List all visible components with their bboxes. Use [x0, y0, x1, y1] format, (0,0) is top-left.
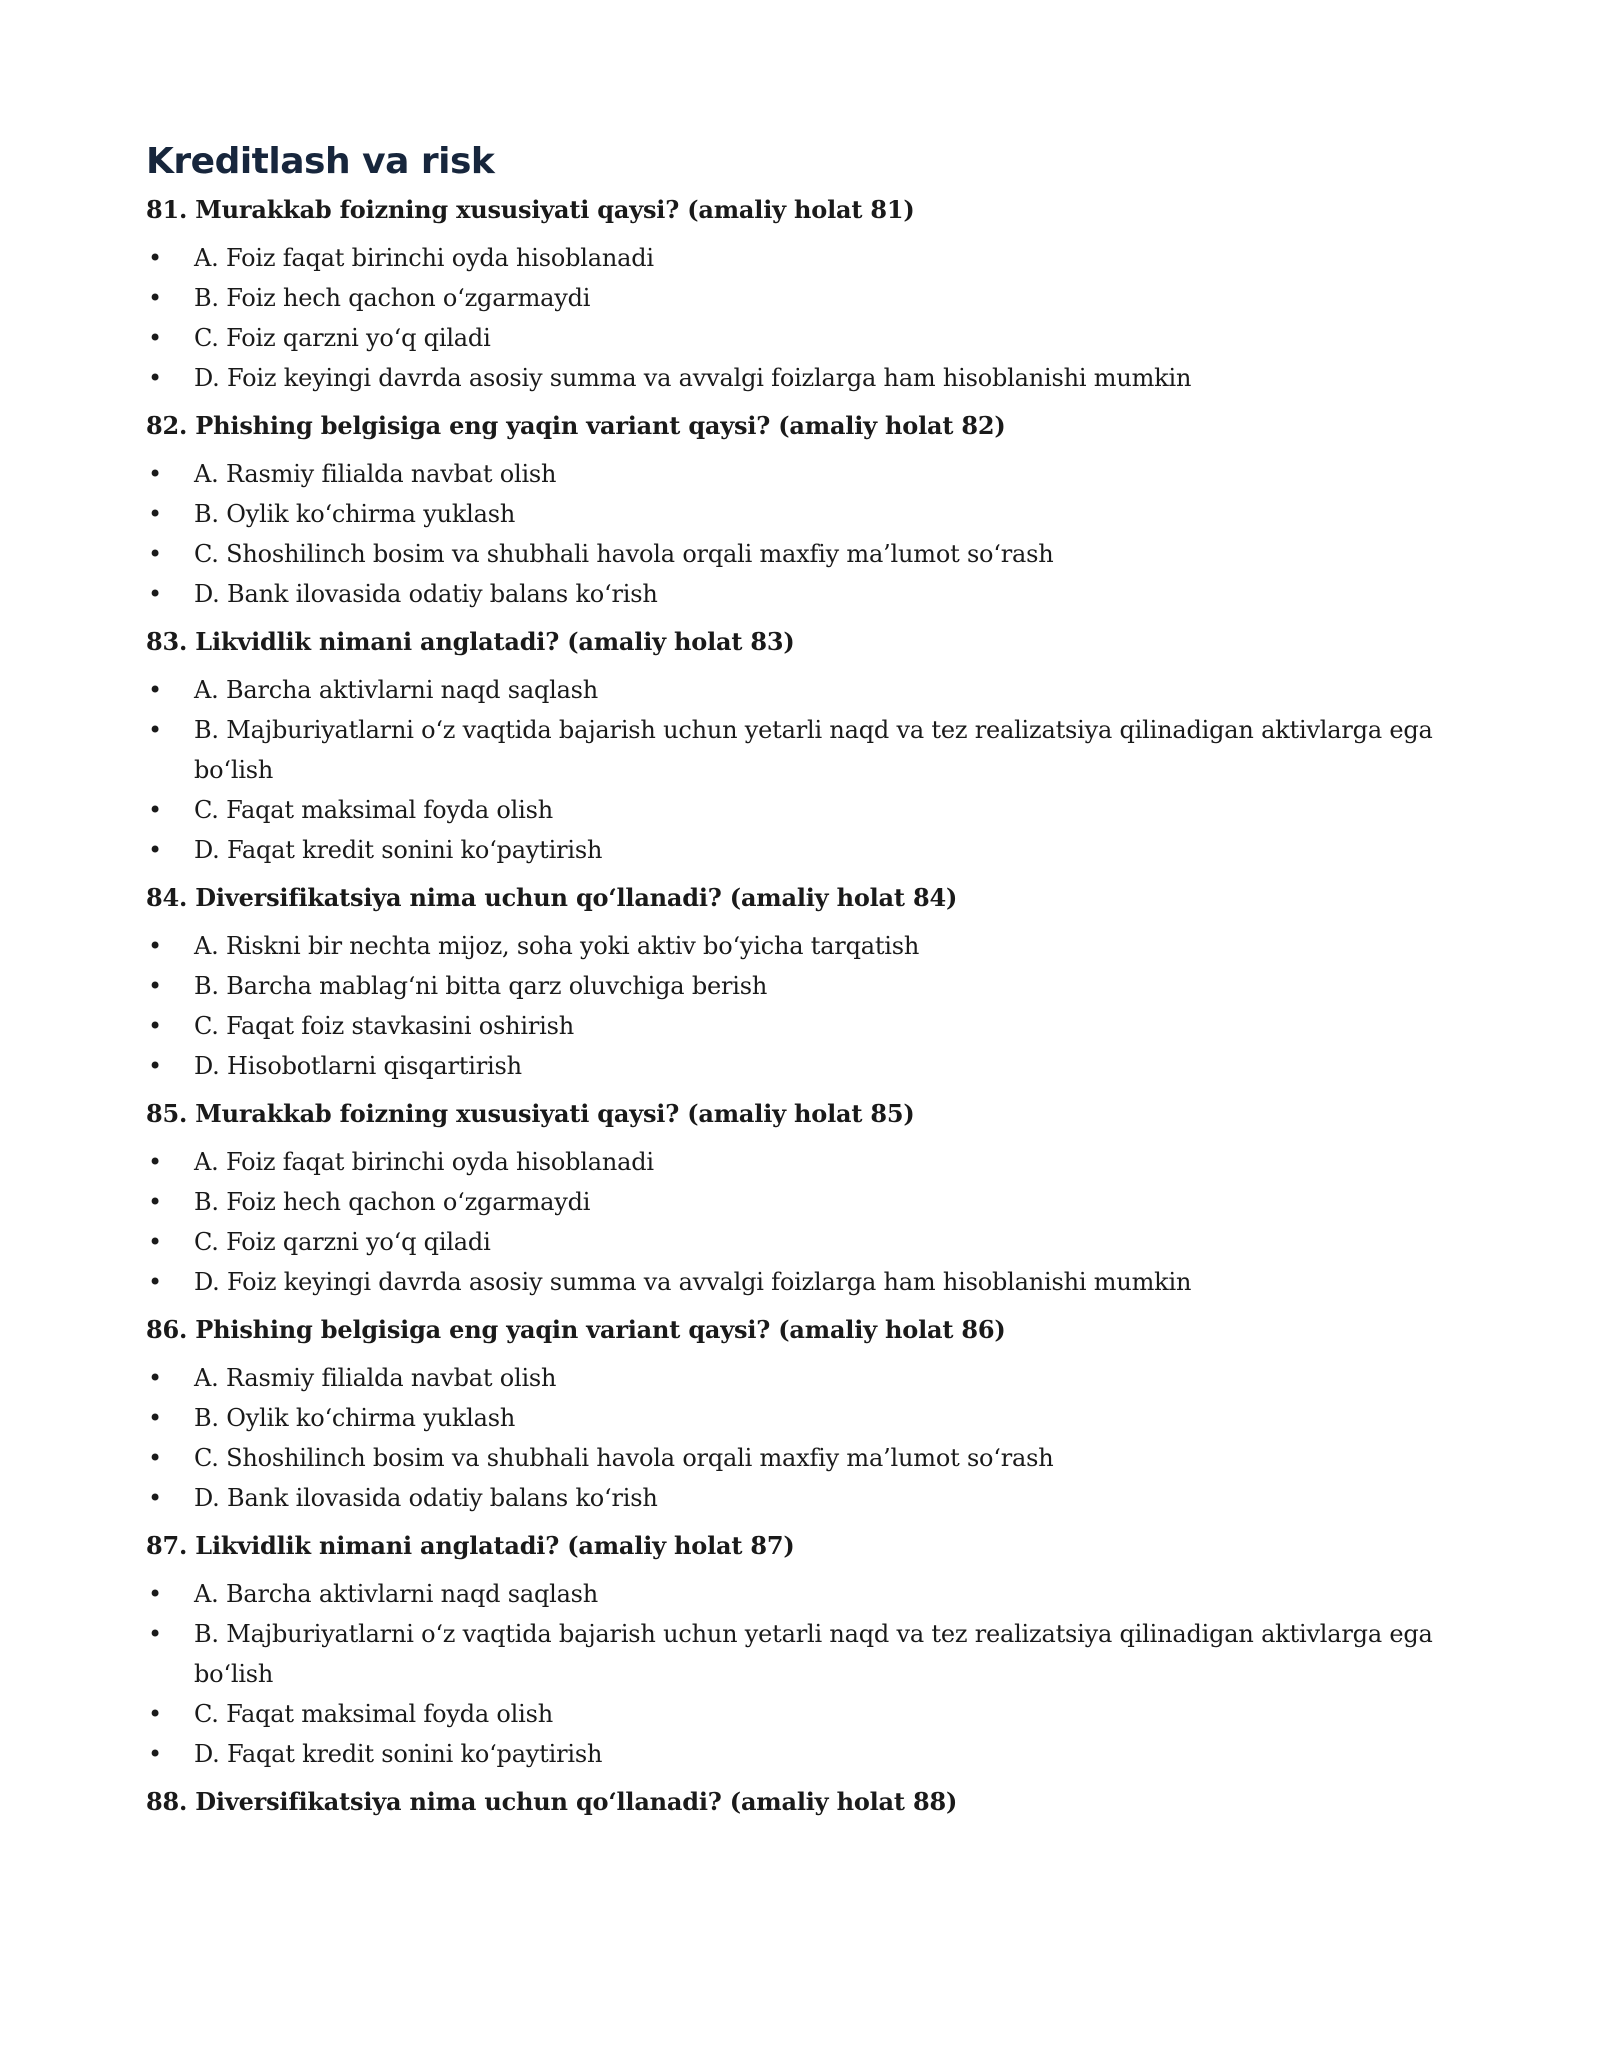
bullet-icon: •	[148, 1228, 162, 1256]
bullet-icon: •	[148, 716, 162, 744]
option-item	[146, 1222, 1446, 1262]
option-text: D. Faqat kredit sonini ko‘paytirish	[194, 1740, 603, 1768]
option-list	[146, 1142, 1446, 1302]
option-item	[146, 1182, 1446, 1222]
bullet-icon: •	[148, 1052, 162, 1080]
question-text: 82. Phishing belgisiga eng yaqin variant qaysi? (amaliy holat 82)	[146, 411, 1006, 440]
question-block	[146, 1786, 1446, 1818]
option-item	[146, 1006, 1446, 1046]
option-text: B. Oylik ko‘chirma yuklash	[194, 500, 516, 528]
bullet-icon: •	[148, 1364, 162, 1392]
bullet-icon: •	[148, 460, 162, 488]
question-text: 85. Murakkab foizning xususiyati qaysi? (amaliy holat 85)	[146, 1099, 915, 1128]
bullet-icon: •	[148, 1484, 162, 1512]
bullet-icon: •	[148, 1148, 162, 1176]
option-text: C. Shoshilinch bosim va shubhali havola orqali maxfiy ma’lumot so‘rash	[194, 1444, 1054, 1472]
option-item	[146, 830, 1446, 870]
bullet-icon: •	[148, 1700, 162, 1728]
bullet-icon: •	[148, 796, 162, 824]
bullet-icon: •	[148, 1740, 162, 1768]
option-item	[146, 790, 1446, 830]
question-text: 83. Likvidlik nimani anglatadi? (amaliy holat 83)	[146, 627, 795, 656]
bullet-icon: •	[148, 244, 162, 272]
option-text: C. Foiz qarzni yo‘q qiladi	[194, 1228, 491, 1256]
bullet-icon: •	[148, 972, 162, 1000]
bullet-icon: •	[148, 364, 162, 392]
question-block	[146, 1314, 1446, 1518]
option-text: B. Foiz hech qachon o‘zgarmaydi	[194, 284, 591, 312]
option-item	[146, 966, 1446, 1006]
option-text: B. Majburiyatlarni o‘z vaqtida bajarish uchun yetarli naqd va tez realizatsiya qilinadigan aktivlarga ega bo‘lish	[194, 716, 1433, 784]
option-text: D. Hisobotlarni qisqartirish	[194, 1052, 522, 1080]
question-text: 84. Diversifikatsiya nima uchun qo‘llanadi? (amaliy holat 84)	[146, 883, 958, 912]
question-block	[146, 1098, 1446, 1302]
option-item	[146, 534, 1446, 574]
bullet-icon: •	[148, 284, 162, 312]
option-list	[146, 1358, 1446, 1518]
option-item	[146, 926, 1446, 966]
option-text: B. Barcha mablag‘ni bitta qarz oluvchiga berish	[194, 972, 768, 1000]
option-item	[146, 670, 1446, 710]
option-item	[146, 574, 1446, 614]
option-item	[146, 1142, 1446, 1182]
option-list	[146, 238, 1446, 398]
option-text: C. Shoshilinch bosim va shubhali havola orqali maxfiy ma’lumot so‘rash	[194, 540, 1054, 568]
question-block	[146, 626, 1446, 870]
bullet-icon: •	[148, 580, 162, 608]
option-text: A. Barcha aktivlarni naqd saqlash	[194, 676, 599, 704]
option-item	[146, 1614, 1446, 1694]
option-text: D. Faqat kredit sonini ko‘paytirish	[194, 836, 603, 864]
question-block	[146, 194, 1446, 398]
page-title: Kreditlash va risk	[146, 141, 495, 182]
option-text: B. Majburiyatlarni o‘z vaqtida bajarish uchun yetarli naqd va tez realizatsiya qilinadigan aktivlarga ega bo‘lish	[194, 1620, 1433, 1688]
option-text: A. Rasmiy filialda navbat olish	[194, 460, 557, 488]
question-block	[146, 410, 1446, 614]
option-item	[146, 358, 1446, 398]
question-list	[146, 194, 1446, 1818]
option-item	[146, 1694, 1446, 1734]
bullet-icon: •	[148, 1012, 162, 1040]
option-item	[146, 278, 1446, 318]
option-item	[146, 1438, 1446, 1478]
bullet-icon: •	[148, 1620, 162, 1648]
option-item	[146, 238, 1446, 278]
option-list	[146, 926, 1446, 1086]
option-text: D. Foiz keyingi davrda asosiy summa va avvalgi foizlarga ham hisoblanishi mumkin	[194, 364, 1192, 392]
option-text: A. Riskni bir nechta mijoz, soha yoki aktiv bo‘yicha tarqatish	[194, 932, 920, 960]
bullet-icon: •	[148, 540, 162, 568]
option-item	[146, 1398, 1446, 1438]
document-page	[146, 138, 1446, 1830]
option-list	[146, 1574, 1446, 1774]
option-item	[146, 454, 1446, 494]
bullet-icon: •	[148, 1404, 162, 1432]
option-text: B. Oylik ko‘chirma yuklash	[194, 1404, 516, 1432]
question-block	[146, 1530, 1446, 1774]
bullet-icon: •	[148, 1580, 162, 1608]
option-text: C. Faqat foiz stavkasini oshirish	[194, 1012, 574, 1040]
option-text: C. Faqat maksimal foyda olish	[194, 1700, 553, 1728]
option-list	[146, 454, 1446, 614]
bullet-icon: •	[148, 836, 162, 864]
option-text: B. Foiz hech qachon o‘zgarmaydi	[194, 1188, 591, 1216]
bullet-icon: •	[148, 932, 162, 960]
bullet-icon: •	[148, 1444, 162, 1472]
bullet-icon: •	[148, 324, 162, 352]
question-text: 81. Murakkab foizning xususiyati qaysi? (amaliy holat 81)	[146, 195, 915, 224]
option-item	[146, 494, 1446, 534]
option-text: A. Foiz faqat birinchi oyda hisoblanadi	[194, 1148, 654, 1176]
option-item	[146, 1358, 1446, 1398]
option-text: A. Foiz faqat birinchi oyda hisoblanadi	[194, 244, 654, 272]
option-item	[146, 1478, 1446, 1518]
bullet-icon: •	[148, 1188, 162, 1216]
option-text: A. Rasmiy filialda navbat olish	[194, 1364, 557, 1392]
question-block	[146, 882, 1446, 1086]
option-text: C. Foiz qarzni yo‘q qiladi	[194, 324, 491, 352]
option-item	[146, 318, 1446, 358]
option-text: D. Bank ilovasida odatiy balans ko‘rish	[194, 1484, 658, 1512]
bullet-icon: •	[148, 1268, 162, 1296]
option-text: D. Bank ilovasida odatiy balans ko‘rish	[194, 580, 658, 608]
question-text: 86. Phishing belgisiga eng yaqin variant qaysi? (amaliy holat 86)	[146, 1315, 1006, 1344]
option-item	[146, 710, 1446, 790]
option-text: A. Barcha aktivlarni naqd saqlash	[194, 1580, 599, 1608]
option-item	[146, 1734, 1446, 1774]
option-item	[146, 1046, 1446, 1086]
option-text: D. Foiz keyingi davrda asosiy summa va avvalgi foizlarga ham hisoblanishi mumkin	[194, 1268, 1192, 1296]
option-list	[146, 670, 1446, 870]
option-item	[146, 1574, 1446, 1614]
question-text: 87. Likvidlik nimani anglatadi? (amaliy holat 87)	[146, 1531, 795, 1560]
question-text: 88. Diversifikatsiya nima uchun qo‘llanadi? (amaliy holat 88)	[146, 1787, 958, 1816]
option-item	[146, 1262, 1446, 1302]
bullet-icon: •	[148, 500, 162, 528]
option-text: C. Faqat maksimal foyda olish	[194, 796, 553, 824]
bullet-icon: •	[148, 676, 162, 704]
